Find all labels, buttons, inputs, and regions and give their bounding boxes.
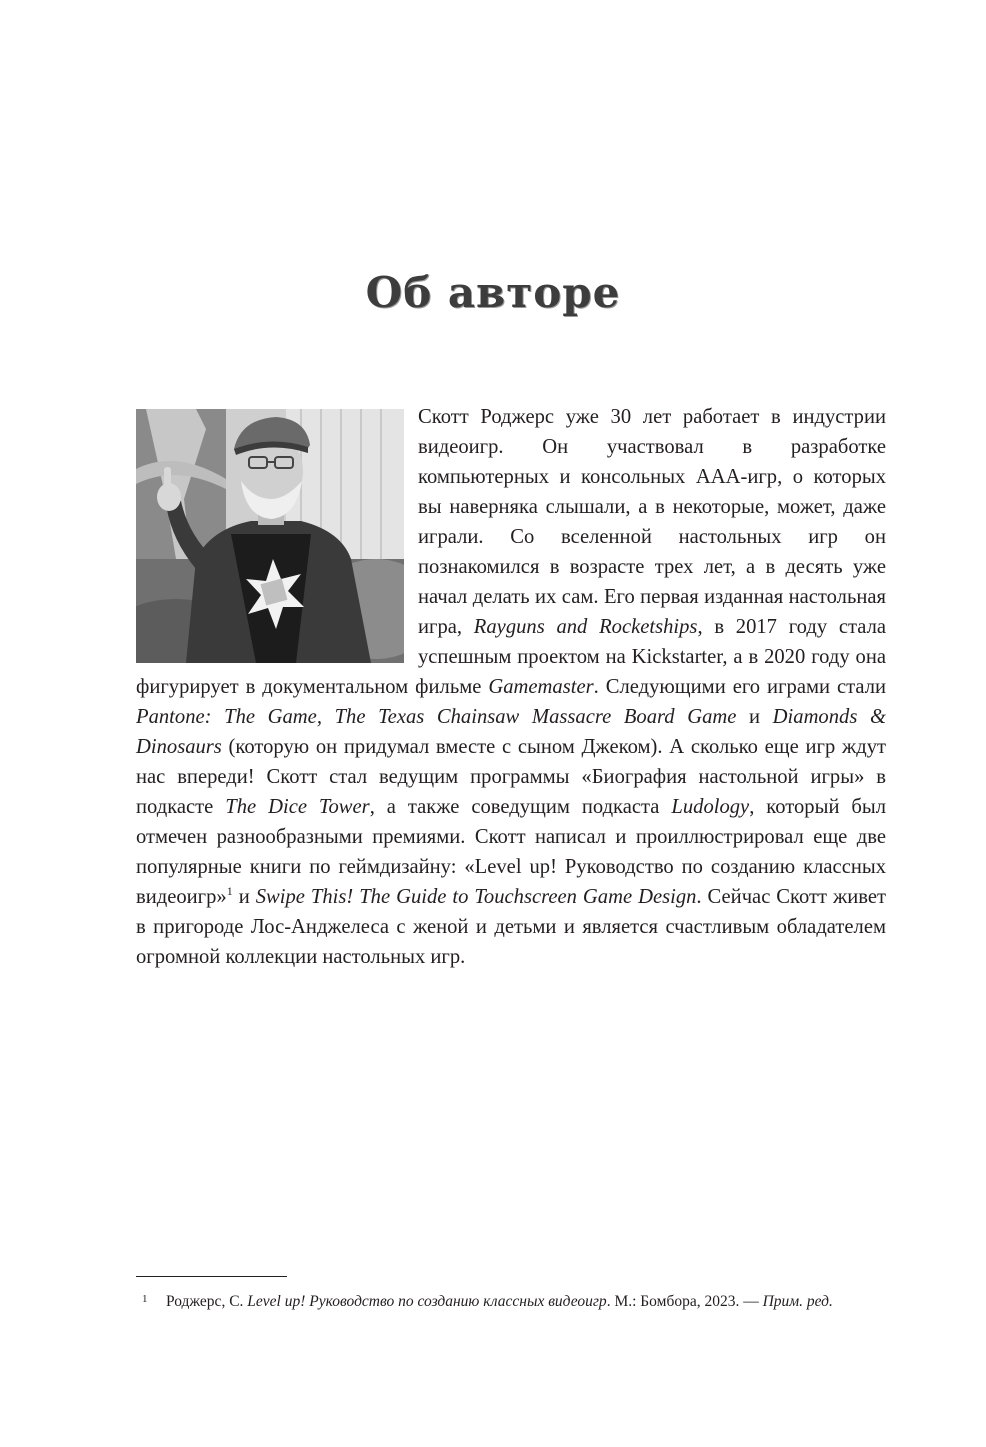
italic-title: Rayguns and Rocketships [473, 616, 698, 638]
footnote-number: 1 [142, 1293, 148, 1305]
text-run: Прим. ред. [762, 1293, 833, 1310]
text-run: , в 2017 году стала успешным проектом на Kickstarter, а в 2020 году она фигурирует в документальном фильме [136, 616, 886, 698]
footnote-ref: 1 [226, 884, 233, 899]
text-run: . Следующими его играми стали [593, 676, 886, 698]
footnote-divider [136, 1276, 287, 1277]
text-run: Level up! Руководство по созданию классных видеоигр [247, 1293, 607, 1310]
italic-title: Ludology [671, 796, 750, 818]
text-run: , который был отмечен разнообразными премиями. Скотт написал и проиллюстрировал еще две популярные книги по геймдизайну: «Level up! Руководство по созданию классных видеоигр» [136, 796, 887, 908]
footnote [136, 1288, 896, 1313]
italic-title: Pantone: The Game, The Texas Chainsaw Massacre Board Game [136, 706, 737, 728]
author-photo [136, 409, 404, 663]
text-run: . М.: Бомбора, 2023. — [606, 1293, 763, 1310]
text-run: Роджерс, С. [166, 1293, 248, 1310]
italic-title: Gamemaster [488, 676, 594, 698]
text-run: (которую он придумал вместе с сыном Джеком). А сколько еще игр ждут нас впереди! Скотт стал ведущим программы «Биография настольной игры» в подкасте [136, 736, 886, 818]
text-run: . Сейчас Скотт живет в пригороде Лос-Анджелеса с женой и детьми и является счастливым обладателем огромной коллекции настольных игр. [136, 886, 886, 968]
italic-title: Diamonds & Dinosaurs [136, 706, 886, 758]
text-run: Скотт Роджерс уже 30 лет работает в индустрии видеоигр. Он участвовал в разработке компьютерных и консольных AAA-игр, о которых вы наверняка слышали, а в некоторые, может, даже играли. Со вселенной настольных игр он познакомился в возрасте трех лет, а в десять уже начал делать их сам. Его первая изданная настольная игра, [418, 406, 886, 638]
author-bio [136, 402, 886, 972]
text-run: и [736, 706, 773, 728]
page-title: Об авторе [365, 268, 621, 317]
italic-title: The Dice Tower [225, 796, 370, 818]
italic-title: Swipe This! The Guide to Touchscreen Game Design [255, 886, 697, 908]
text-run: , а также соведущим подкаста [369, 796, 672, 818]
text-run: и [232, 886, 256, 908]
